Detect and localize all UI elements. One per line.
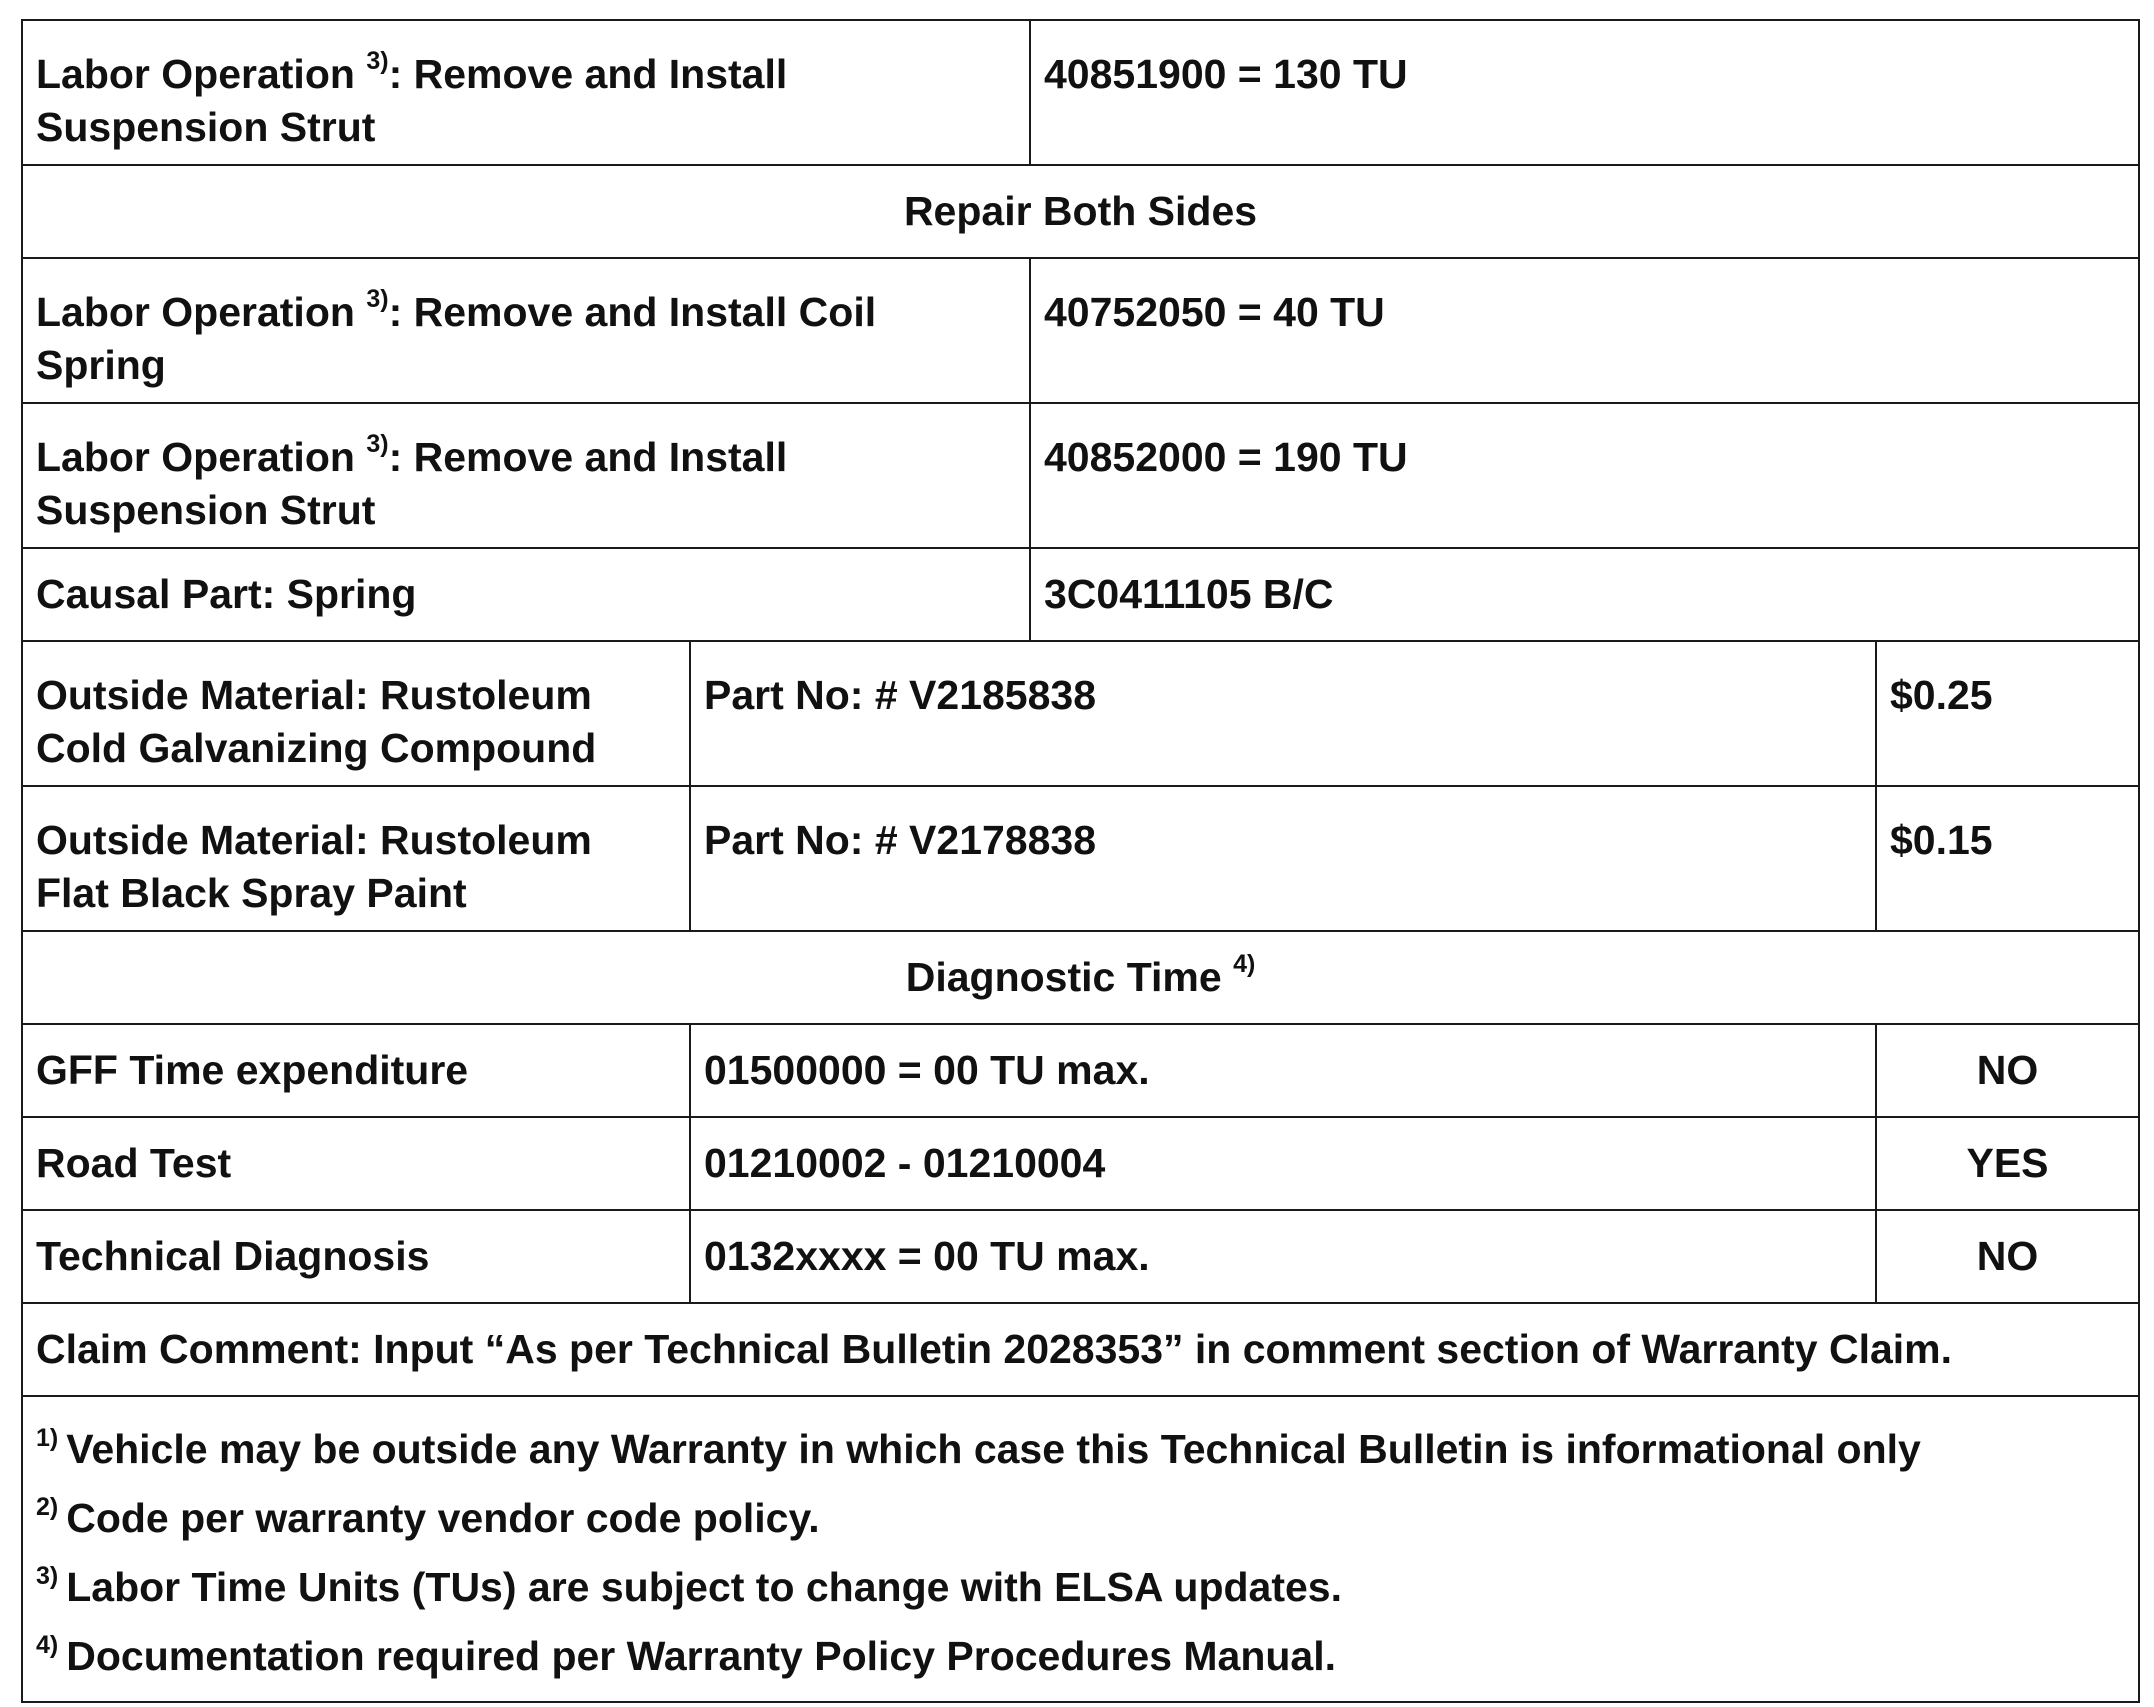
gff-time-label: GFF Time expenditure — [22, 1024, 690, 1117]
labor-operation-desc: : Remove and Install — [388, 434, 788, 480]
causal-part-row — [22, 548, 2139, 641]
labor-operation-desc: : Remove and Install — [388, 51, 788, 97]
outside-material-paint-row — [22, 786, 2139, 931]
outside-material-paint-part-no: Part No: # V2178838 — [690, 786, 1876, 931]
footnote-marker: 4) — [36, 1631, 59, 1660]
outside-material-paint-label — [22, 786, 690, 931]
diagnostic-time-heading — [22, 931, 2139, 1024]
technical-diagnosis-code: 0132xxxx = 00 TU max. — [690, 1210, 1876, 1303]
footnote-2 — [36, 1484, 2125, 1553]
outside-material-galvanizing-row — [22, 641, 2139, 786]
labor-operation-desc: : Remove and Install Coil — [388, 289, 877, 335]
footnote-1 — [36, 1415, 2125, 1484]
labor-operation-strut-130-label-cell — [22, 20, 1030, 165]
labor-operation-strut-190-value: 40852000 = 190 TU — [1030, 403, 2139, 548]
outside-material-galvanizing-price: $0.25 — [1876, 641, 2139, 786]
gff-time-flag: NO — [1876, 1024, 2139, 1117]
labor-operation-label: Labor Operation — [36, 51, 355, 97]
labor-operation-strut-190-label-cell — [22, 403, 1030, 548]
technical-diagnosis-label: Technical Diagnosis — [22, 1210, 690, 1303]
labor-operation-coil-value: 40752050 = 40 TU — [1030, 258, 2139, 403]
outside-material-paint-price: $0.15 — [1876, 786, 2139, 931]
footnote-ref: 3) — [366, 285, 389, 314]
material-name-line: Cold Galvanizing Compound — [36, 725, 597, 771]
claim-comment-row — [22, 1303, 2139, 1396]
footnotes-row — [22, 1396, 2139, 1702]
labor-operation-desc-cont: Spring — [36, 342, 166, 388]
footnotes — [22, 1396, 2139, 1702]
labor-operation-desc-cont: Suspension Strut — [36, 104, 376, 150]
road-test-flag: YES — [1876, 1117, 2139, 1210]
warranty-labor-table — [21, 19, 2140, 1703]
labor-operation-coil-row — [22, 258, 2139, 403]
footnote-ref: 3) — [366, 430, 389, 459]
causal-part-label: Causal Part: Spring — [22, 548, 1030, 641]
gff-time-code: 01500000 = 00 TU max. — [690, 1024, 1876, 1117]
footnote-3 — [36, 1553, 2125, 1622]
labor-operation-strut-190-row — [22, 403, 2139, 548]
footnote-4 — [36, 1622, 2125, 1691]
road-test-row — [22, 1117, 2139, 1210]
gff-time-row — [22, 1024, 2139, 1117]
technical-diagnosis-flag: NO — [1876, 1210, 2139, 1303]
labor-operation-label: Labor Operation — [36, 434, 355, 480]
labor-operation-strut-130-row — [22, 20, 2139, 165]
footnote-text: Code per warranty vendor code policy. — [66, 1495, 820, 1541]
footnote-marker: 1) — [36, 1424, 59, 1453]
footnote-text: Vehicle may be outside any Warranty in which case this Technical Bulletin is informational only — [66, 1426, 1921, 1472]
outside-material-galvanizing-part-no: Part No: # V2185838 — [690, 641, 1876, 786]
footnote-text: Documentation required per Warranty Policy Procedures Manual. — [66, 1633, 1337, 1679]
causal-part-value: 3C0411105 B/C — [1030, 548, 2139, 641]
outside-material-galvanizing-label — [22, 641, 690, 786]
technical-diagnosis-row — [22, 1210, 2139, 1303]
road-test-label: Road Test — [22, 1117, 690, 1210]
labor-operation-coil-label-cell — [22, 258, 1030, 403]
repair-both-sides-heading: Repair Both Sides — [22, 165, 2139, 258]
labor-operation-strut-130-value: 40851900 = 130 TU — [1030, 20, 2139, 165]
repair-both-sides-row — [22, 165, 2139, 258]
material-name-line: Outside Material: Rustoleum — [36, 672, 592, 718]
footnote-ref: 4) — [1233, 950, 1256, 979]
claim-comment: Claim Comment: Input “As per Technical Bulletin 2028353” in comment section of Warranty Claim. — [22, 1303, 2139, 1396]
diagnostic-time-row — [22, 931, 2139, 1024]
footnote-marker: 2) — [36, 1493, 59, 1522]
diagnostic-time-title: Diagnostic Time — [905, 954, 1222, 1000]
labor-operation-label: Labor Operation — [36, 289, 355, 335]
footnote-ref: 3) — [366, 47, 389, 76]
footnote-text: Labor Time Units (TUs) are subject to change with ELSA updates. — [66, 1564, 1342, 1610]
labor-operation-desc-cont: Suspension Strut — [36, 487, 376, 533]
road-test-code: 01210002 - 01210004 — [690, 1117, 1876, 1210]
material-name-line: Outside Material: Rustoleum — [36, 817, 592, 863]
material-name-line: Flat Black Spray Paint — [36, 870, 467, 916]
footnote-marker: 3) — [36, 1562, 59, 1591]
